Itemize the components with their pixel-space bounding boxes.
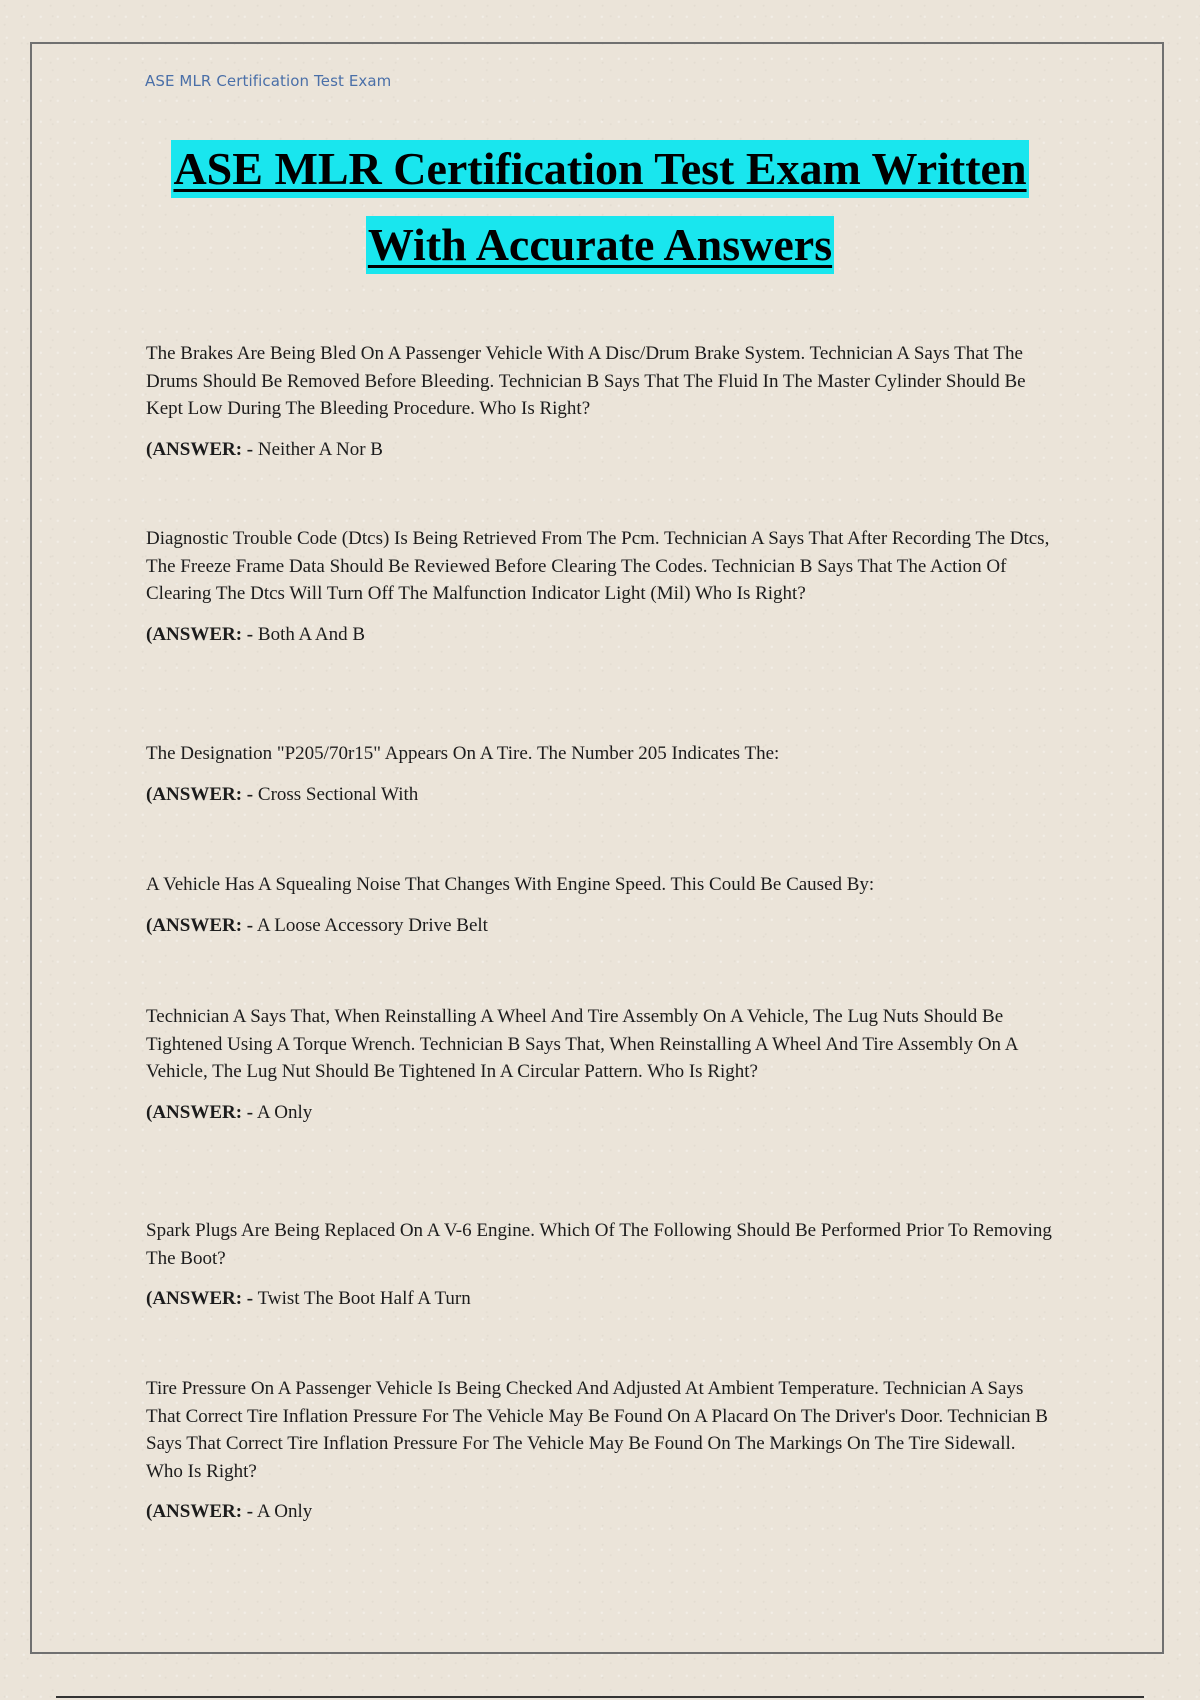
answer-label: (ANSWER: -	[146, 1288, 254, 1309]
answer-value: A Only	[256, 1101, 313, 1123]
running-header: ASE MLR Certification Test Exam	[145, 72, 392, 90]
question-text: The Designation "P205/70r15" Appears On A Tire. The Number 205 Indicates The:	[146, 743, 780, 764]
answer-text	[146, 621, 1056, 649]
question-text: Diagnostic Trouble Code (Dtcs) Is Being Retrieved From The Pcm. Technician A Says That After Recording The Dtcs, The Freeze Frame Data Should Be Reviewed Before Clearing The Codes. Technician B Says That The Action Of Clearing The Dtcs Will Turn Off The Malfunction Indicator Light (Mil) Who Is Right?	[146, 528, 1050, 604]
answer-label: (ANSWER: -	[146, 1501, 254, 1522]
answer-value: Cross Sectional With	[257, 783, 419, 805]
answer-value: A Loose Accessory Drive Belt	[256, 914, 488, 936]
answer-value: Neither A Nor B	[257, 438, 383, 460]
answer-label: (ANSWER: -	[146, 914, 254, 936]
qa-item-5	[146, 1003, 1056, 1126]
answer-text	[146, 781, 1056, 809]
question-text: Tire Pressure On A Passenger Vehicle Is Being Checked And Adjusted At Ambient Temperature. Technician A Says That Correct Tire Inflation Pressure For The Vehicle May Be Found On A Placard On The Driver's Door. Technician B Says That Correct Tire Inflation Pressure For The Vehicle May Be Found On The Markings On The Tire Sidewall. Who Is Right?	[146, 1378, 1048, 1482]
qa-item-7	[146, 1375, 1056, 1526]
document-title	[100, 140, 1100, 274]
answer-value: A Only	[256, 1501, 313, 1522]
qa-item-6	[146, 1217, 1056, 1313]
qa-item-2	[146, 525, 1056, 648]
answer-text	[146, 912, 1056, 940]
answer-label: (ANSWER: -	[146, 783, 254, 805]
answer-value: Both A And B	[257, 623, 366, 645]
title-line-1: ASE MLR Certification Test Exam Written	[171, 140, 1028, 198]
question-text: The Brakes Are Being Bled On A Passenger Vehicle With A Disc/Drum Brake System. Technician A Says That The Drums Should Be Removed Before Bleeding. Technician B Says That The Fluid In The Master Cylinder Should Be Kept Low During The Bleeding Procedure. Who Is Right?	[146, 343, 1026, 419]
question-text: Technician A Says That, When Reinstalling A Wheel And Tire Assembly On A Vehicle, The Lug Nuts Should Be Tightened Using A Torque Wrench. Technician B Says That, When Reinstalling A Wheel And Tire Assembly On A Vehicle, The Lug Nut Should Be Tightened In A Circular Pattern. Who Is Right?	[146, 1006, 1018, 1082]
answer-value: Twist The Boot Half A Turn	[257, 1288, 471, 1309]
answer-text	[146, 1498, 1056, 1526]
title-line-2: With Accurate Answers	[366, 216, 834, 274]
answer-label: (ANSWER: -	[146, 438, 254, 460]
answer-text	[146, 1099, 1056, 1127]
qa-item-1	[146, 340, 1056, 463]
qa-item-3	[146, 740, 1056, 808]
answer-text	[146, 436, 1056, 464]
question-text: Spark Plugs Are Being Replaced On A V-6 Engine. Which Of The Following Should Be Performed Prior To Removing The Boot?	[146, 1220, 1052, 1269]
question-text: A Vehicle Has A Squealing Noise That Changes With Engine Speed. This Could Be Caused By:	[146, 874, 875, 895]
answer-label: (ANSWER: -	[146, 623, 254, 645]
qa-item-4	[146, 871, 1056, 939]
answer-text	[146, 1285, 1056, 1313]
answer-label: (ANSWER: -	[146, 1101, 254, 1123]
bottom-divider	[56, 1696, 1144, 1698]
